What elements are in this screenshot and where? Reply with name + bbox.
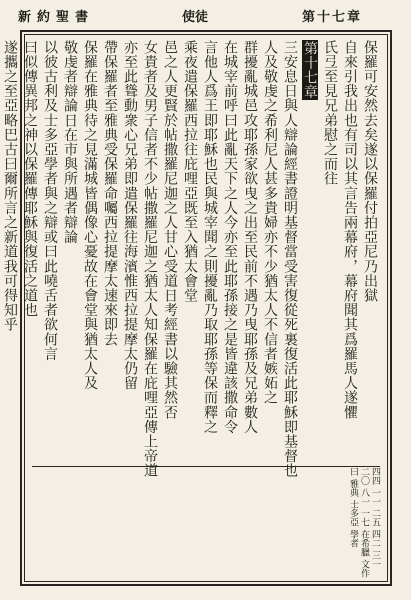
book-title: 新約聖書 bbox=[18, 10, 95, 25]
text-column: 帶保羅者至雅典受保羅命囑西拉提摩太速來即去 bbox=[102, 40, 118, 347]
footnote: 士多亞 學者 bbox=[348, 499, 358, 548]
text-column: 保羅在雅典待之見滿城皆偶像心憂故在會堂與猶太人及 bbox=[82, 40, 98, 391]
text-column: 遂攜之至亞略巴古曰爾所言之新道我可得知乎 bbox=[2, 40, 18, 332]
text-column: 敬虔者辯論日在市與所遇者辯論 bbox=[62, 40, 78, 245]
text-column: 言他人爲王即耶穌也民與城宰聞之則擾亂乃取耶孫等保而釋之 bbox=[202, 40, 218, 435]
footnotes bbox=[32, 466, 380, 579]
text-column: 女貴者及男子信者不少帖撒羅尼迦之猶太人知保羅在庇哩亞傳上帝道 bbox=[142, 40, 158, 478]
text-column: 群擾亂城邑攻耶孫家欲曳之出至民前不遇乃曳耶孫及兄弟數人 bbox=[242, 40, 258, 435]
chapter-heading: 第十七章 bbox=[302, 41, 318, 100]
text-column: 在城宰前呼曰此亂天下之人今亦至此耶孫接之是皆違該撒命令 bbox=[222, 40, 238, 435]
text-column: 亦至此聳動衆心兄弟即遣保羅往海濱惟西拉提摩太仍留 bbox=[122, 40, 138, 391]
section-title: 使徒 bbox=[182, 10, 209, 25]
text-column: 三安息日與人辯論經書證明基督當受害復從死裏復活此耶穌即基督也 bbox=[282, 40, 298, 478]
text-column: 曰似傳異邦之神以保羅傳耶穌與復活之道也 bbox=[22, 40, 38, 318]
footnote: 四四 一一 bbox=[370, 467, 380, 506]
text-column: 氏弖至見兄弟慰之而往 bbox=[322, 40, 338, 186]
text-column: 邑之人更賢於帖撒羅尼迦之人甘心受道日考經書以驗其然否 bbox=[162, 40, 178, 420]
footnote: 二五 四二 bbox=[370, 508, 380, 548]
text-column: 自來引我出也有司以其言告兩幕府，幕府聞其爲羅馬人遂懼 bbox=[342, 40, 358, 420]
text-column: 保羅可安然去矣遂以保羅付拍亞尼乃出獄 bbox=[362, 40, 378, 303]
footnote: 在希臘 文作曰 雅典 bbox=[348, 467, 369, 578]
text-column: 以彼古利及士多亞學者與之辯或曰此嘵舌者欲何言 bbox=[42, 40, 58, 362]
text-column: 乘夜遣保羅西拉往庇哩亞既至入猶太會堂 bbox=[182, 40, 198, 303]
chapter-title: 第十七章 bbox=[302, 10, 363, 25]
footnote: 八一 一七 bbox=[359, 487, 369, 527]
footnote: 三一 二〇 bbox=[359, 467, 380, 569]
text-column: 人及敬虔之希利尼人甚多貴婦亦不少猶太人不信者嫉妬之 bbox=[262, 40, 278, 405]
